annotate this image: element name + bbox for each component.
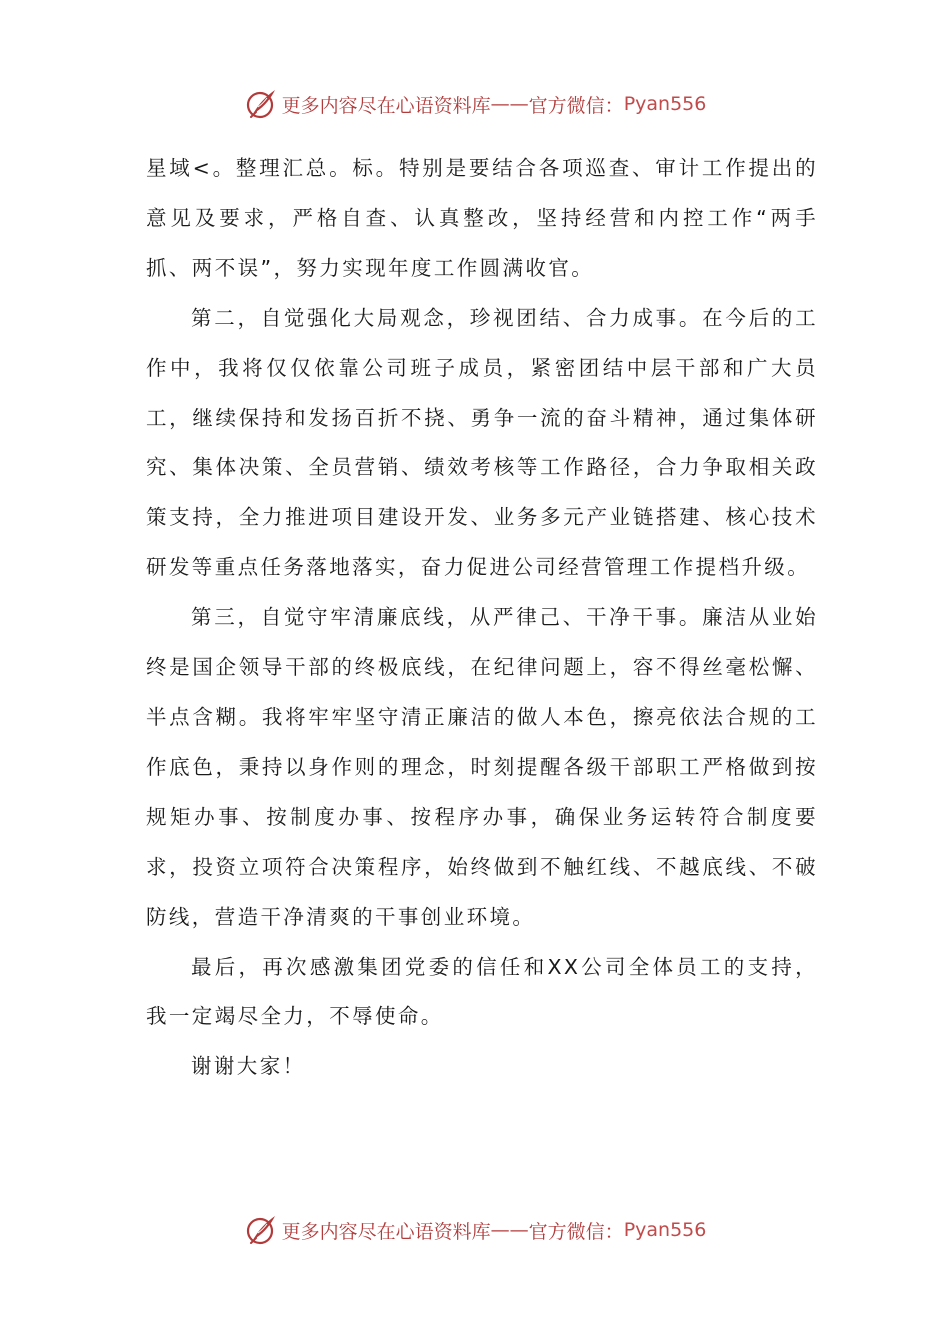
- quill-logo-icon: [244, 87, 278, 121]
- paragraph-closing: 最后，再次感激集团党委的信任和XX公司全体员工的支持，我一定竭尽全力，不辱使命。: [146, 954, 818, 1029]
- quill-logo-icon: [244, 1213, 278, 1247]
- paragraph-continuation: 星域<。整理汇总。标。特别是要结合各项巡查、审计工作提出的意见及要求，严格自查、认真整改，坚持经营和内控工作“两手抓、两不误”，努力实现年度工作圆满收官。: [146, 156, 818, 280]
- banner-dash: ——: [490, 93, 529, 115]
- banner-contact-label: 官方微信：: [528, 94, 624, 117]
- banner-contact-id: Pyan556: [623, 1219, 707, 1241]
- paragraph-thanks: 谢谢大家！: [191, 1054, 306, 1079]
- paragraph-second-point: 第二，自觉强化大局观念，珍视团结、合力成事。在今后的工作中，我将仅仅依靠公司班子成员，紧密团结中层干部和广大员工，继续保持和发扬百折不挠、勇争一流的奋斗精神，通过集体研究、集体决策、全员营销、绩效考核等工作路径，合力争取相关政策支持，全力推进项目建设开发、业务多元产业链搭建、核心技术研发等重点任务落地落实，奋力促进公司经营管理工作提档升级。: [146, 305, 818, 580]
- header-banner: [0, 84, 950, 124]
- paragraph-third-point: 第三，自觉守牢清廉底线，从严律己、干净干事。廉洁从业始终是国企领导干部的终极底线，在纪律问题上，容不得丝毫松懈、半点含糊。我将牢牢坚守清正廉洁的做人本色，擦亮依法合规的工作底色，秉持以身作则的理念，时刻提醒各级干部职工严格做到按规矩办事、按制度办事、按程序办事，确保业务运转符合制度要求，投资立项符合决策程序，始终做到不触红线、不越底线、不破防线，营造干净清爽的干事创业环境。: [146, 605, 818, 929]
- footer-banner: [0, 1210, 950, 1250]
- banner-dash: ——: [490, 1219, 529, 1241]
- banner-contact-label: 官方微信：: [528, 1220, 624, 1243]
- banner-brand-text: 更多内容尽在心语资料库: [281, 94, 491, 117]
- banner-brand-text: 更多内容尽在心语资料库: [281, 1220, 491, 1243]
- document-body: [146, 144, 818, 1092]
- banner-contact-id: Pyan556: [623, 93, 707, 115]
